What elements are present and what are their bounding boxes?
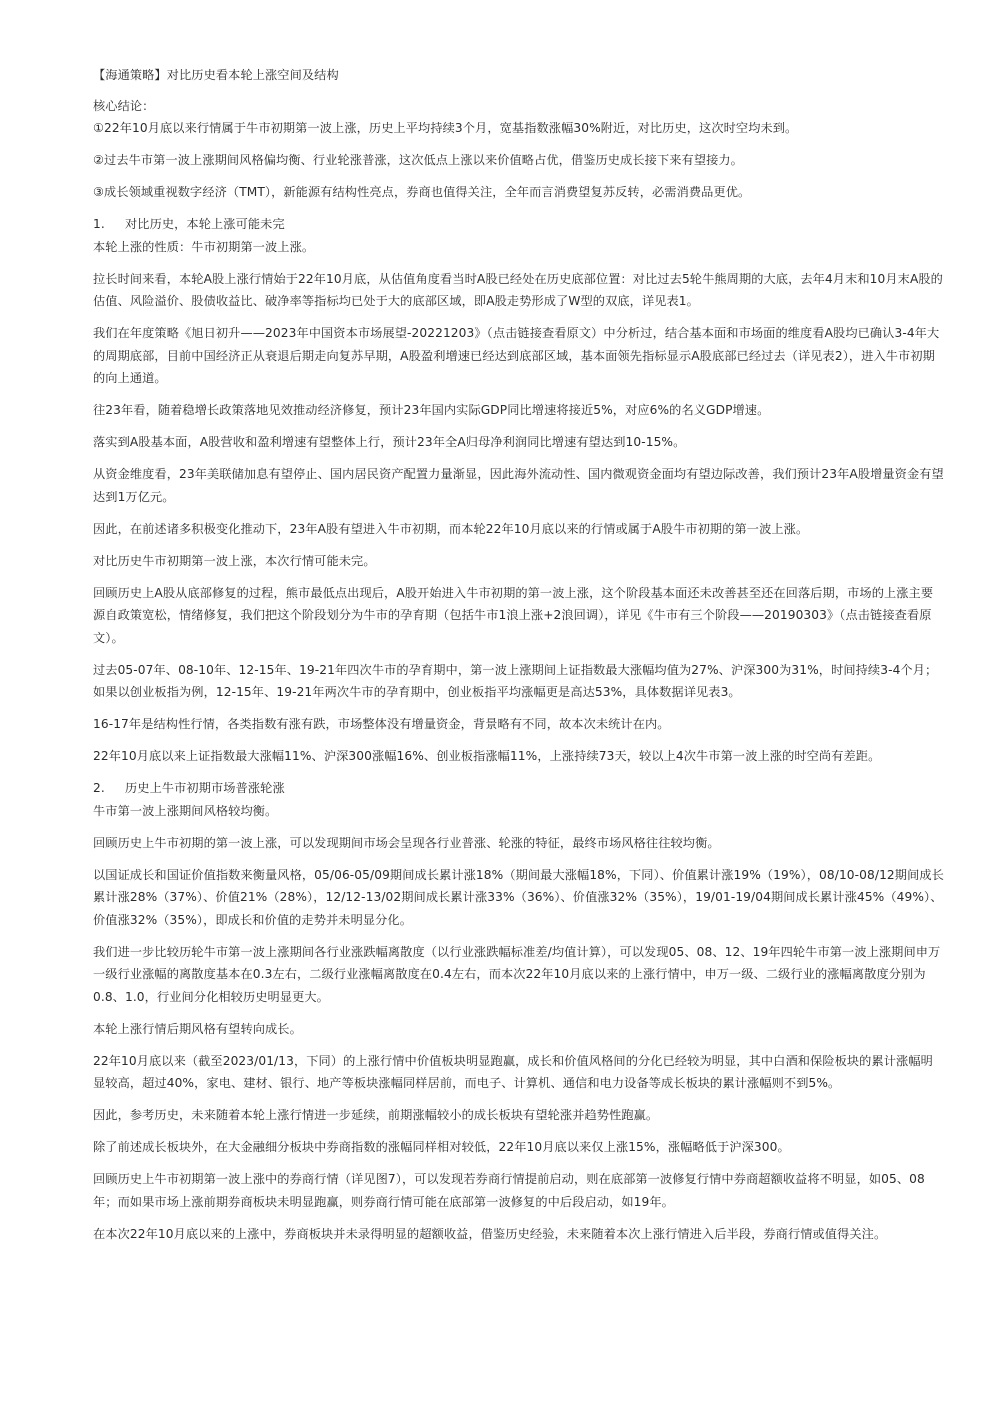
section-1-number: 1.: [93, 217, 105, 231]
section-1-paragraph: 从资金维度看，23年美联储加息有望停止、国内居民资产配置力量渐显，因此海外流动性、国内微观资金面均有望边际改善，我们预计23年A股增量资金有望达到1万亿元。: [93, 467, 944, 504]
section-2-paragraph: 回顾历史上牛市初期的第一波上涨，可以发现期间市场会呈现各行业普涨、轮涨的特征，最终市场风格往往较均衡。: [93, 835, 720, 850]
section-1-title: 对比历史，本轮上涨可能未完: [125, 217, 285, 231]
section-1-heading: [93, 213, 945, 236]
section-1-paragraph: 过去05-07年、08-10年、12-15年、19-21年四次牛市的孕育期中，第一波上涨期间上证指数最大涨幅均值为27%、沪深300为31%，时间持续3-4个月；如果以创业板指为例，12-15年、19-21年两次牛市的孕育期中，创业板指平均涨幅更是高达53%，具体数据详见表3。: [93, 662, 938, 699]
section-1-paragraph: 拉长时间来看，本轮A股上涨行情始于22年10月底，从估值角度看当时A股已经处在历史底部位置：对比过去5轮牛熊周期的大底，去年4月末和10月末A股的估值、风险溢价、股债收益比、破净率等指标均已处于大的底部区域，即A股走势形成了W型的双底，详见表1。: [93, 271, 943, 308]
section-2-title: 历史上牛市初期市场普涨轮涨: [125, 781, 285, 795]
section-2-paragraph: 22年10月底以来（截至2023/01/13，下同）的上涨行情中价值板块明显跑赢，成长和价值风格间的分化已经较为明显，其中白酒和保险板块的累计涨幅明显较高，超过40%，家电、建材、银行、地产等板块涨幅同样居前，而电子、计算机、通信和电力设备等成长板块的累计涨幅则不到5%。: [93, 1053, 933, 1090]
section-2-paragraph: 我们进一步比较历轮牛市第一波上涨期间各行业涨跌幅离散度（以行业涨跌幅标准差/均值计算），可以发现05、08、12、19年四轮牛市第一波上涨期间申万一级行业涨幅的离散度基本在0.3左右，二级行业涨幅离散度在0.4左右，而本次22年10月底以来的上涨行情中，申万一级、二级行业的涨幅离散度分别为0.8、1.0，行业间分化相较历史明显更大。: [93, 944, 941, 1004]
section-1-subheading: 本轮上涨的性质：牛市初期第一波上涨。: [93, 239, 315, 254]
section-2-number: 2.: [93, 781, 105, 795]
section-2-subheading: 牛市第一波上涨期间风格较均衡。: [93, 803, 278, 818]
section-1-paragraph: 往23年看，随着稳增长政策落地见效推动经济修复，预计23年国内实际GDP同比增速将接近5%，对应6%的名义GDP增速。: [93, 403, 770, 417]
core-conclusion-label: 核心结论：: [93, 98, 155, 113]
article-title: 【海通策略】对比历史看本轮上涨空间及结构: [93, 68, 339, 82]
section-2-paragraph: 回顾历史上牛市初期第一波上涨中的券商行情（详见图7），可以发现若券商行情提前启动，则在底部第一波修复行情中券商超额收益将不明显，如05、08年；而如果市场上涨前期券商板块未明显跑赢，则券商行情可能在底部第一波修复的中后段启动，如19年。: [93, 1172, 925, 1209]
section-1-paragraph: 22年10月底以来上证指数最大涨幅11%、沪深300涨幅16%、创业板指涨幅11%，上涨持续73天，较以上4次牛市第一波上涨的时空尚有差距。: [93, 749, 881, 763]
core-point-2: ②过去牛市第一波上涨期间风格偏均衡、行业轮涨普涨，这次低点上涨以来价值略占优，借鉴历史成长接下来有望接力。: [93, 153, 743, 167]
section-2-paragraph: 因此，参考历史，未来随着本轮上涨行情进一步延续，前期涨幅较小的成长板块有望轮涨并趋势性跑赢。: [93, 1108, 659, 1122]
core-point-3: ③成长领域重视数字经济（TMT），新能源有结构性亮点，券商也值得关注，全年而言消费望复苏反转，必需消费品更优。: [93, 185, 751, 199]
section-2-paragraph: 本轮上涨行情后期风格有望转向成长。: [93, 1021, 302, 1036]
section-1-paragraph: 我们在年度策略《旭日初升——2023年中国资本市场展望-20221203》（点击链接查看原文）中分析过，结合基本面和市场面的维度看A股均已确认3-4年大的周期底部，目前中国经济正从衰退后期走向复苏早期，A股盈利增速已经达到底部区域，基本面领先指标显示A股底部已经过去（详见表2），进入牛市初期的向上通道。: [93, 326, 940, 385]
section-2-paragraph: 除了前述成长板块外，在大金融细分板块中券商指数的涨幅同样相对较低，22年10月底以来仅上涨15%，涨幅略低于沪深300。: [93, 1140, 790, 1154]
section-1-paragraph: 对比历史牛市初期第一波上涨，本次行情可能未完。: [93, 553, 376, 568]
section-2-paragraph: 以国证成长和国证价值指数来衡量风格，05/06-05/09期间成长累计涨18%（期间最大涨幅18%，下同）、价值累计涨19%（19%），08/10-08/12期间成长累计涨28%（37%）、价值21%（28%），12/12-13/02期间成长累计涨33%（36%）、价值涨32%（35%），19/01-19/04期间成长累计涨45%（49%）、价值涨32%（35%），即成长和价值的走势并未明显分化。: [93, 867, 944, 927]
article: [93, 64, 945, 1255]
section-2-heading: [93, 777, 945, 800]
core-point-1: ①22年10月底以来行情属于牛市初期第一波上涨，历史上平均持续3个月，宽基指数涨幅30%附近，对比历史，这次时空均未到。: [93, 121, 798, 135]
section-1-paragraph: 回顾历史上A股从底部修复的过程，熊市最低点出现后，A股开始进入牛市初期的第一波上涨，这个阶段基本面还未改善甚至还在回落后期，市场的上涨主要源自政策宽松，情绪修复，我们把这个阶段划分为牛市的孕育期（包括牛市1浪上涨+2浪回调），详见《牛市有三个阶段——20190303》（点击链接查看原文）。: [93, 585, 934, 645]
section-2-paragraph: 在本次22年10月底以来的上涨中，券商板块并未录得明显的超额收益，借鉴历史经验，未来随着本次上涨行情进入后半段，券商行情或值得关注。: [93, 1226, 887, 1241]
section-1-paragraph: 落实到A股基本面，A股营收和盈利增速有望整体上行，预计23年全A归母净利润同比增速有望达到10-15%。: [93, 435, 686, 449]
section-1-paragraph: 因此，在前述诸多积极变化推动下，23年A股有望进入牛市初期，而本轮22年10月底以来的行情或属于A股牛市初期的第一波上涨。: [93, 521, 809, 536]
section-1-paragraph: 16-17年是结构性行情，各类指数有涨有跌，市场整体没有增量资金，背景略有不同，故本次未统计在内。: [93, 717, 670, 731]
